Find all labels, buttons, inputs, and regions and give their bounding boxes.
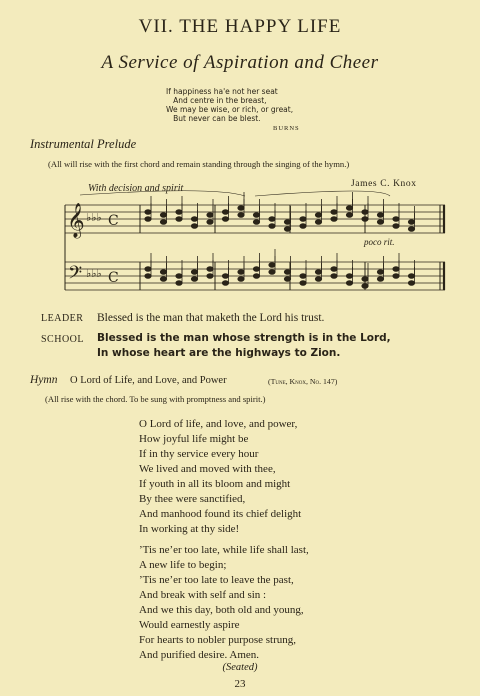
responsive-school-text-2: In whose heart are the highways to Zion. xyxy=(97,347,341,359)
key-signature-flats: ♭♭♭ xyxy=(86,267,102,280)
treble-note xyxy=(160,213,166,218)
bass-note xyxy=(269,270,275,275)
bass-note xyxy=(207,267,213,272)
prelude-instruction: (All will rise with the first chord and remain standing through the singing of the hymn.) xyxy=(48,159,350,169)
hymn-line: In working at thy side! xyxy=(139,523,240,535)
hymn-line: And we this day, both old and young, xyxy=(139,604,304,616)
hymn-line-amen: And purified desire. Amen. xyxy=(139,649,260,661)
treble-note xyxy=(207,213,213,218)
treble-note xyxy=(315,220,321,225)
page-number: 23 xyxy=(234,678,246,690)
bass-note xyxy=(362,277,368,282)
epigraph-line: If happiness ha'e not her seat xyxy=(166,87,278,96)
epigraph-line: And centre in the breast, xyxy=(166,96,267,105)
bass-note xyxy=(222,274,228,279)
treble-note xyxy=(408,220,414,225)
treble-note xyxy=(160,220,166,225)
hymn-line: If youth in all its bloom and might xyxy=(139,478,291,490)
treble-note xyxy=(253,220,259,225)
bass-note xyxy=(346,274,352,279)
bass-note xyxy=(284,270,290,275)
hymn-line: We lived and moved with thee, xyxy=(139,463,276,475)
bass-note xyxy=(207,274,213,279)
hymn-line: Would earnestly aspire xyxy=(139,619,240,631)
bass-note xyxy=(269,263,275,268)
hymn-line: How joyful life might be xyxy=(139,433,249,445)
treble-clef-icon: 𝄞 xyxy=(67,203,85,238)
bass-note xyxy=(362,284,368,289)
treble-note xyxy=(346,206,352,211)
hymn-tune-reference: (Tune, Knox, No. 147) xyxy=(268,377,338,386)
treble-note xyxy=(346,213,352,218)
common-time-icon: C xyxy=(108,213,119,229)
treble-staff xyxy=(65,205,445,233)
treble-note xyxy=(393,217,399,222)
hymn-line: And manhood found its chief delight xyxy=(139,508,302,520)
bass-note xyxy=(160,277,166,282)
bass-note xyxy=(408,281,414,286)
treble-note xyxy=(238,206,244,211)
bass-note xyxy=(315,270,321,275)
treble-note xyxy=(377,220,383,225)
bass-note xyxy=(145,267,151,272)
treble-note xyxy=(145,217,151,222)
bass-note xyxy=(393,267,399,272)
treble-note xyxy=(238,213,244,218)
hymn-line: O Lord of life, and love, and power, xyxy=(139,418,298,430)
treble-note xyxy=(331,217,337,222)
phrase-slur xyxy=(80,191,390,196)
hymn-line: ’Tis ne’er too late to leave the past, xyxy=(139,574,294,586)
music-score xyxy=(60,190,450,310)
treble-note xyxy=(284,220,290,225)
bass-note xyxy=(284,277,290,282)
poco-rit-marking: poco rit. xyxy=(364,237,395,247)
seated-direction: (Seated) xyxy=(222,662,258,673)
bass-note xyxy=(300,274,306,279)
responsive-role-school: SCHOOL xyxy=(41,334,85,345)
treble-note xyxy=(284,227,290,232)
common-time-icon: C xyxy=(108,270,119,286)
bass-note xyxy=(408,274,414,279)
bass-note xyxy=(238,270,244,275)
treble-note xyxy=(362,210,368,215)
epigraph-line: But never can be blest. xyxy=(166,114,261,123)
hymn-title: O Lord of Life, and Love, and Power xyxy=(70,375,227,386)
bass-note xyxy=(253,267,259,272)
bass-note xyxy=(300,281,306,286)
bass-note xyxy=(238,277,244,282)
hymn-line: A new life to begin; xyxy=(139,559,227,571)
treble-note xyxy=(145,210,151,215)
treble-note xyxy=(176,217,182,222)
bass-note xyxy=(191,270,197,275)
service-subtitle: A Service of Aspiration and Cheer xyxy=(101,52,379,73)
bass-note xyxy=(331,274,337,279)
bass-note xyxy=(176,281,182,286)
prelude-heading: Instrumental Prelude xyxy=(30,137,137,151)
treble-note xyxy=(269,217,275,222)
composer-credit: James C. Knox xyxy=(351,179,417,189)
bass-note xyxy=(331,267,337,272)
treble-note xyxy=(269,224,275,229)
hymn-line: For hearts to nobler purpose strung, xyxy=(139,634,297,646)
hymn-line: By thee were sanctified, xyxy=(139,493,246,505)
treble-note xyxy=(393,224,399,229)
hymn-line: And break with self and sin : xyxy=(139,589,267,601)
bass-clef-icon: 𝄢 xyxy=(68,263,83,288)
treble-note xyxy=(176,210,182,215)
treble-note xyxy=(253,213,259,218)
treble-note xyxy=(222,210,228,215)
bass-note xyxy=(377,277,383,282)
treble-note xyxy=(300,224,306,229)
treble-note xyxy=(300,217,306,222)
bass-note xyxy=(393,274,399,279)
bass-note xyxy=(191,277,197,282)
key-signature-flats: ♭♭♭ xyxy=(86,211,102,224)
hymn-line: ’Tis ne’er too late, while life shall last, xyxy=(139,544,309,556)
tempo-marking: With decision and spirit xyxy=(88,183,184,194)
bass-note xyxy=(346,281,352,286)
responsive-role-leader: LEADER xyxy=(41,313,84,324)
bass-note xyxy=(160,270,166,275)
treble-note xyxy=(191,217,197,222)
epigraph-line: We may be wise, or rich, or great, xyxy=(166,105,294,114)
bass-note xyxy=(222,281,228,286)
treble-note xyxy=(362,217,368,222)
treble-note xyxy=(207,220,213,225)
responsive-school-text: Blessed is the man whose strength is in the Lord, xyxy=(97,332,391,344)
treble-note xyxy=(191,224,197,229)
treble-note xyxy=(331,210,337,215)
treble-note xyxy=(222,217,228,222)
hymn-label: Hymn xyxy=(30,374,58,386)
responsive-leader-text: Blessed is the man that maketh the Lord his trust. xyxy=(97,312,325,324)
treble-note xyxy=(315,213,321,218)
bass-note xyxy=(145,274,151,279)
treble-note xyxy=(408,227,414,232)
hymn-instruction: (All rise with the chord. To be sung with promptness and spirit.) xyxy=(45,394,266,404)
bass-note xyxy=(253,274,259,279)
bass-note xyxy=(377,270,383,275)
bass-note xyxy=(176,274,182,279)
treble-note xyxy=(377,213,383,218)
hymn-line: If in thy service every hour xyxy=(139,448,259,460)
epigraph-attribution: BURNS xyxy=(273,125,300,132)
section-title: VII. THE HAPPY LIFE xyxy=(138,16,342,37)
bass-note xyxy=(315,277,321,282)
